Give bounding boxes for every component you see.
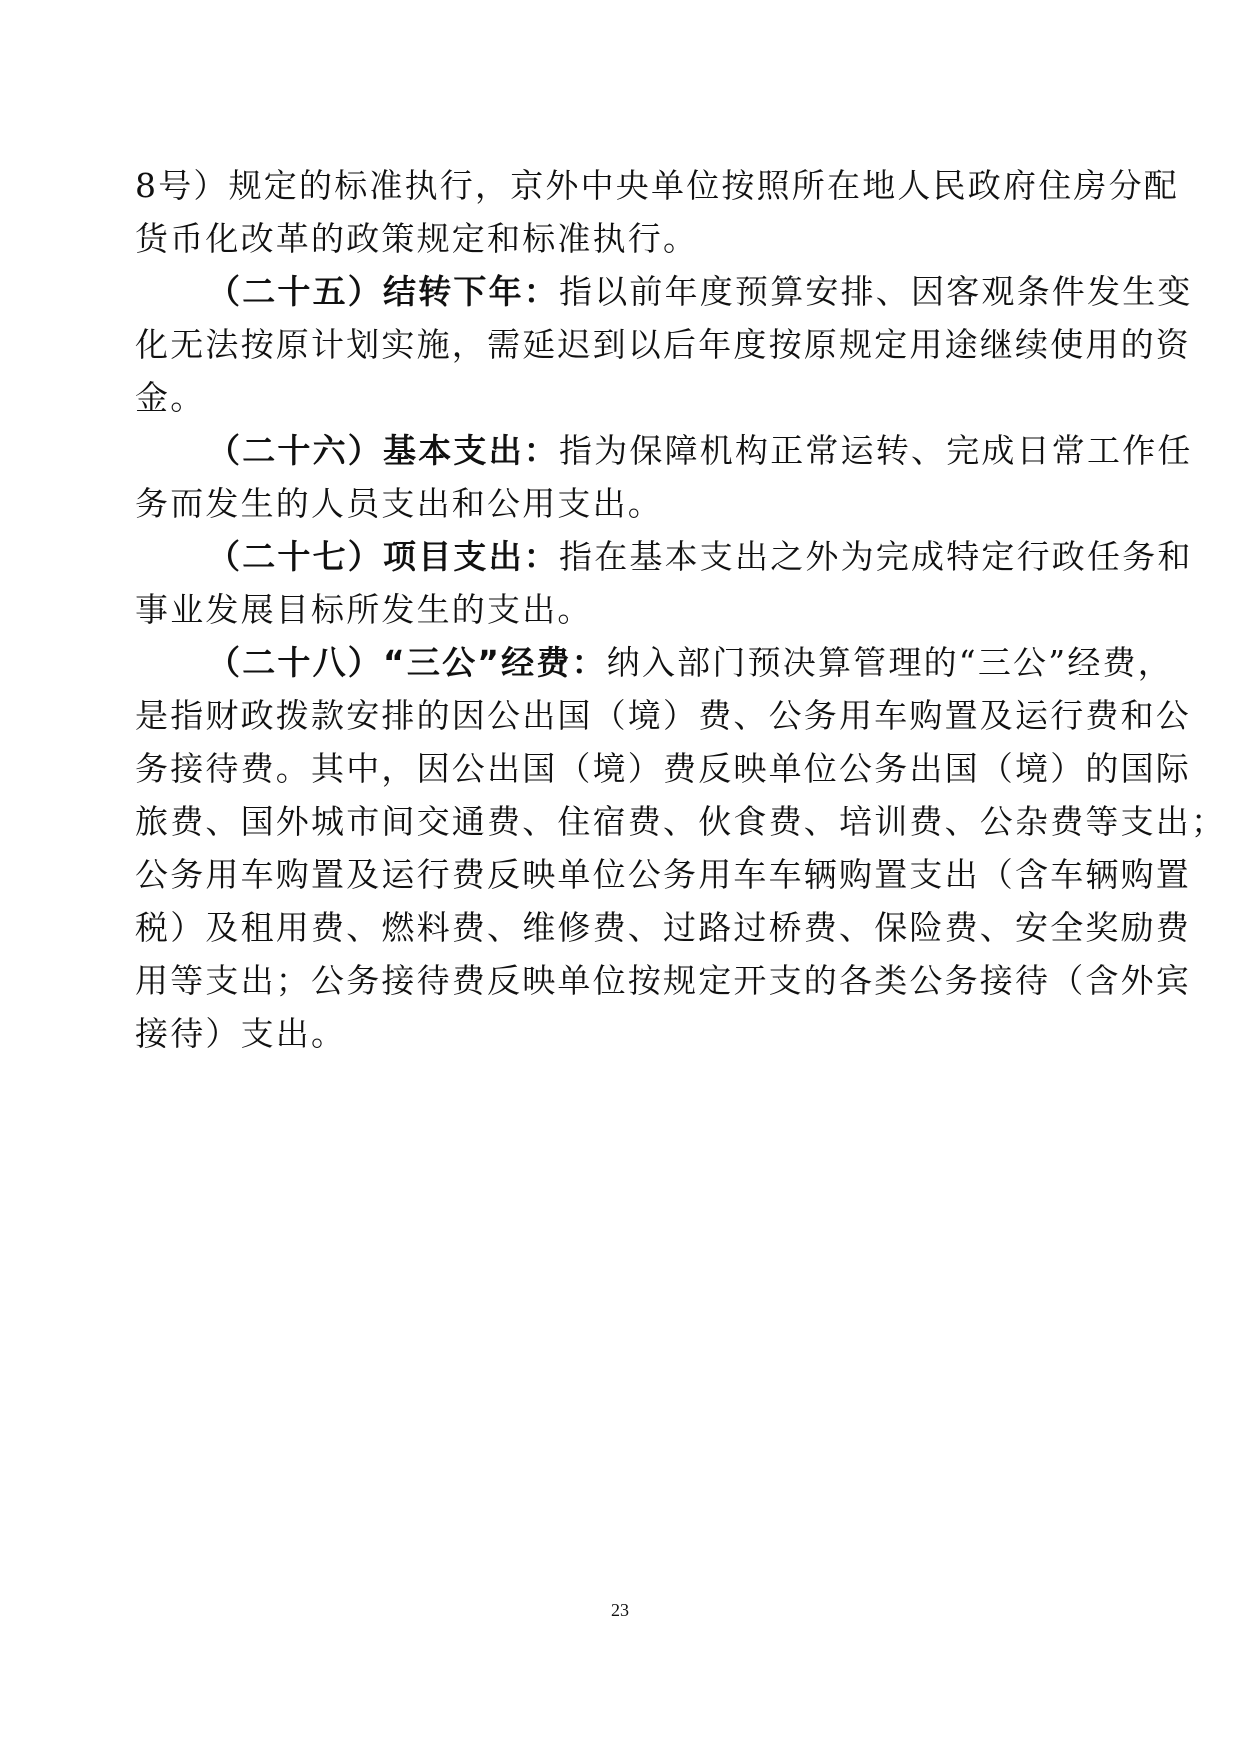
paragraph-line: 务而发生的人员支出和公用支出。 — [135, 484, 663, 523]
item-27-text: 指在基本支出之外为完成特定行政任务和 — [559, 537, 1193, 576]
paragraph-line: 化无法按原计划实施，需延迟到以后年度按原规定用途继续使用的资 — [135, 325, 1191, 364]
paragraph-line: 务接待费。其中，因公出国（境）费反映单位公务出国（境）的国际 — [135, 749, 1191, 788]
paragraph-line: 接待）支出。 — [135, 1014, 347, 1053]
paragraph-line: 用等支出；公务接待费反映单位按规定开支的各类公务接待（含外宾 — [135, 961, 1191, 1000]
item-26-text: 指为保障机构正常运转、完成日常工作任 — [559, 431, 1193, 470]
item-25-term: （二十五）结转下年： — [207, 272, 559, 311]
item-27-term: （二十七）项目支出： — [207, 537, 559, 576]
item-25-text: 指以前年度预算安排、因客观条件发生变 — [559, 272, 1193, 311]
item-26-term: （二十六）基本支出： — [207, 431, 559, 470]
item-28-text: 纳入部门预决算管理的“三公”经费， — [606, 643, 1173, 682]
paragraph-line: 金。 — [135, 378, 206, 417]
item-28-term: （二十八）“三公”经费： — [207, 643, 607, 682]
paragraph-line: 公务用车购置及运行费反映单位公务用车车辆购置支出（含车辆购置 — [135, 855, 1191, 894]
item-27-first-line — [207, 537, 1193, 577]
paragraph-line: 是指财政拨款安排的因公出国（境）费、公务用车购置及运行费和公 — [135, 696, 1191, 735]
item-28-first-line — [207, 643, 1173, 683]
item-26-first-line — [207, 431, 1193, 471]
item-25-first-line — [207, 272, 1193, 312]
paragraph-line: 事业发展目标所发生的支出。 — [135, 590, 593, 629]
paragraph-line: 税）及租用费、燃料费、维修费、过路过桥费、保险费、安全奖励费 — [135, 908, 1191, 947]
page-number: 23 — [611, 1600, 629, 1620]
paragraph-line: 旅费、国外城市间交通费、住宿费、伙食费、培训费、公杂费等支出； — [135, 802, 1227, 841]
paragraph-line: 8号）规定的标准执行，京外中央单位按照所在地人民政府住房分配 — [135, 166, 1179, 205]
paragraph-line: 货币化改革的政策规定和标准执行。 — [135, 219, 699, 258]
